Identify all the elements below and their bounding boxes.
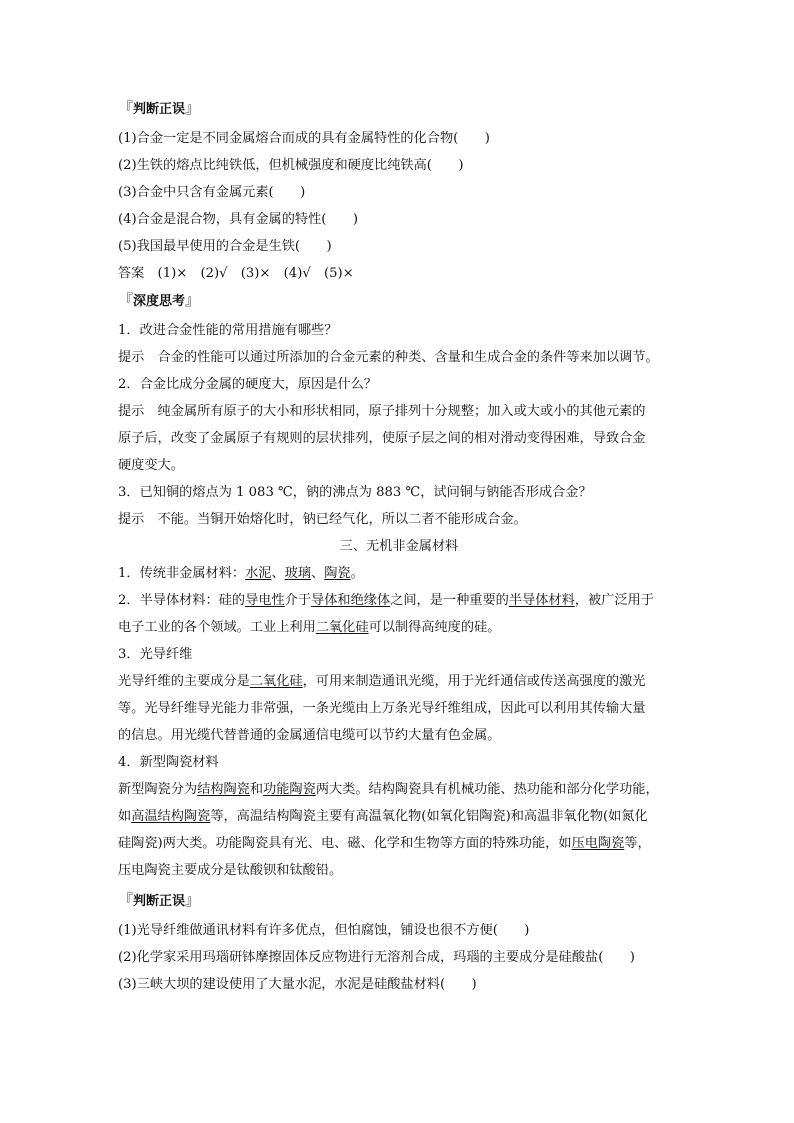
paragraph-2-line-2 [118,619,500,636]
section-header-text: 深度思考 [133,294,186,309]
question-1: 1．改进合金性能的常用措施有哪些？ [118,323,338,338]
text: 新型陶瓷分为 [118,782,198,797]
underlined-term: 导体和绝缘体 [311,593,391,608]
hint-3: 提示 不能。当铜开始熔化时，钠已经气化，所以二者不能形成合金。 [118,512,527,527]
underlined-term: 结构陶瓷 [197,782,250,797]
section-header-text: 判断正误 [133,102,186,117]
text: 、 [311,566,325,581]
paragraph-4-line-3 [118,835,651,852]
text: 两大类。结构陶瓷具有机械功能、热功能和部分化学功能， [315,782,659,797]
underlined-term: 导电性 [245,593,285,608]
judge2-item-1: (1)光导纤维做通讯材料有许多优点，但怕腐蚀，铺设也很不方便( ) [118,923,530,938]
text: ，被广泛用于 [574,593,654,608]
section-header-judge-1 [118,100,200,118]
judge-item-3: (3)合金中只含有金属元素( ) [118,185,306,200]
text: ，可用来制造通讯光缆，用于光纤通信或传送高强度的激光 [302,674,646,689]
underlined-term: 半导体材料 [508,593,575,608]
text: 如 [118,809,132,824]
paragraph-3-line-2: 等。光导纤维导光能力非常强，一条光缆由上万条光导纤维组成，因此可以利用其传输大量 [118,701,646,716]
underlined-term: 二氧化硅 [315,620,369,635]
bracket-open: 『 [118,291,134,309]
text: 介于 [284,593,312,608]
underlined-term: 压电陶瓷 [571,836,625,851]
underlined-term: 陶瓷 [324,566,351,581]
paragraph-4-line-2 [118,808,648,825]
paragraph-4-title: 4．新型陶瓷材料 [118,755,219,770]
judge-item-2: (2)生铁的熔点比纯铁低，但机械强度和硬度比纯铁高( ) [118,158,464,173]
section-header-text: 判断正误 [133,894,186,909]
paragraph-2-line-1 [118,592,654,609]
hint-2-line-1: 提示 纯金属所有原子的大小和形状相同，原子排列十分规整；加入或大或小的其他元素的 [118,404,646,419]
judge2-item-3: (3)三峡大坝的建设使用了大量水泥，水泥是硅酸盐材料( ) [118,977,477,992]
text: 2．半导体材料：硅的 [118,593,246,608]
paragraph-4-line-4: 压电陶瓷主要成分是钛酸钡和钛酸铅。 [118,863,343,878]
underlined-term: 功能陶瓷 [263,782,316,797]
hint-2-line-2: 原子后，改变了金属原子有规则的层状排列，使原子层之间的相对滑动变得困难，导致合金 [118,431,646,446]
underlined-term: 高温结构陶瓷 [131,809,211,824]
answer-line: 答案 (1)× (2)√ (3)× (4)√ (5)× [118,266,354,281]
bracket-open: 『 [118,891,134,909]
judge-item-1: (1)合金一定是不同金属熔合而成的具有金属特性的化合物( ) [118,131,490,146]
paragraph-4-line-1 [118,781,659,798]
section-header-think [118,292,200,310]
bracket-close: 』 [185,99,201,117]
underlined-term: 二氧化硅 [249,674,303,689]
text: 。 [350,566,364,581]
underlined-term: 水泥 [245,566,272,581]
bracket-open: 『 [118,99,134,117]
text: 硅陶瓷)两大类。功能陶瓷具有光、电、磁、化学和生物等方面的特殊功能，如 [118,836,572,851]
paragraph-3-line-1 [118,673,646,690]
paragraph-3-title: 3．光导纤维 [118,647,193,662]
text: 1．传统非金属材料： [118,566,246,581]
question-2: 2．合金比成分金属的硬度大，原因是什么？ [118,377,377,392]
text: 等， [624,836,651,851]
text: 电子工业的各个领域。工业上利用 [118,620,316,635]
text: 之间，是一种重要的 [390,593,509,608]
text: 等，高温结构陶瓷主要有高温氧化物(如氧化铝陶瓷)和高温非氧化物(如氮化 [210,809,648,824]
paragraph-3-line-3: 的信息。用光缆代替普通的金属通信电缆可以节约大量有色金属。 [118,728,501,743]
judge2-item-2: (2)化学家采用玛瑙研钵摩擦固体反应物进行无溶剂合成，玛瑙的主要成分是硅酸盐( ) [118,950,635,965]
text: 光导纤维的主要成分是 [118,674,250,689]
hint-2-line-3: 硬度变大。 [118,458,184,473]
judge-item-4: (4)合金是混合物，具有金属的特性( ) [118,212,358,227]
hint-1: 提示 合金的性能可以通过所添加的合金元素的种类、含量和生成合金的条件等来加以调节。 [118,350,659,365]
text: 可以制得高纯度的硅。 [368,620,501,635]
section-header-judge-2 [118,892,200,910]
judge-item-5: (5)我国最早使用的合金是生铁( ) [118,239,332,254]
question-3: 3．已知铜的熔点为 1 083 ℃，钠的沸点为 883 ℃，试问铜与钠能否形成合金？ [118,485,592,500]
underlined-term: 玻璃 [284,566,312,581]
text: 和 [249,782,264,797]
section-title-inorganic: 三、无机非金属材料 [339,539,459,554]
text: 、 [271,566,285,581]
bracket-close: 』 [185,891,201,909]
bracket-close: 』 [185,291,201,309]
paragraph-1 [118,565,364,582]
